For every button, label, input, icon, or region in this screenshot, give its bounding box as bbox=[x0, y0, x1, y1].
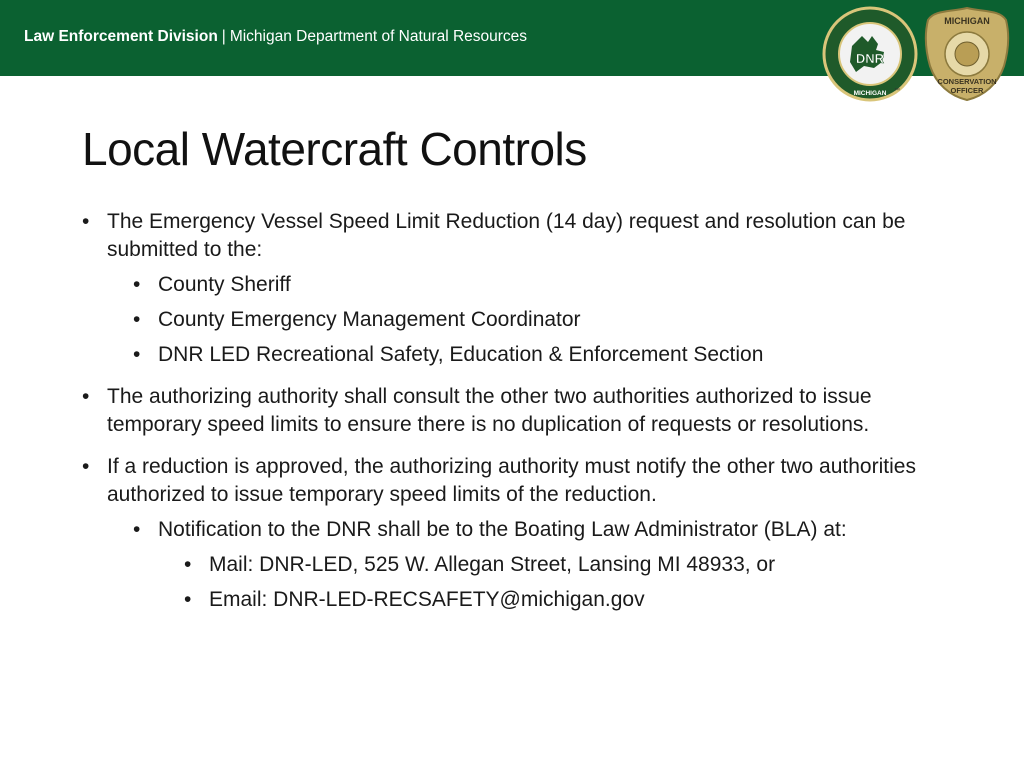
bullet-text: Notification to the DNR shall be to the Boating Law Administrator (BLA) at: bbox=[158, 518, 847, 541]
bullet-text: DNR LED Recreational Safety, Education & Enforcement Section bbox=[158, 343, 764, 366]
bullet-item bbox=[133, 271, 942, 299]
bullet-item bbox=[82, 383, 942, 439]
bullet-text: The authorizing authority shall consult the other two authorities authorized to issue temporary speed limits to ensure there is no duplication of requests or resolutions. bbox=[107, 385, 872, 436]
bullet-marker: • bbox=[133, 343, 141, 366]
bullet-marker: • bbox=[184, 553, 192, 576]
bullet-item bbox=[184, 586, 942, 614]
bullet-marker: • bbox=[82, 455, 90, 478]
bullet-item bbox=[82, 453, 942, 509]
conservation-officer-badge-logo bbox=[924, 6, 1010, 102]
bullet-text: The Emergency Vessel Speed Limit Reduction (14 day) request and resolution can be submitted to the: bbox=[107, 210, 906, 261]
dnr-seal-center: DNR bbox=[855, 51, 885, 66]
header-title bbox=[24, 28, 527, 46]
badge-top-text: MICHIGAN bbox=[944, 16, 990, 26]
division-name: Law Enforcement Division bbox=[24, 28, 218, 45]
bullet-text: County Sheriff bbox=[158, 273, 291, 296]
bullet-item bbox=[133, 306, 942, 334]
bullet-item bbox=[133, 516, 942, 544]
bullet-text: If a reduction is approved, the authorizing authority must notify the other two authorities authorized to issue temporary speed limits of the reduction. bbox=[107, 455, 916, 506]
trademark-mark: ™ bbox=[894, 88, 900, 94]
badge-bottom-text-2: OFFICER bbox=[950, 86, 984, 95]
bullet-marker: • bbox=[133, 518, 141, 541]
badge-bottom-text-1: CONSERVATION bbox=[937, 77, 997, 86]
slide-title: Local Watercraft Controls bbox=[82, 123, 587, 175]
dnr-seal-logo bbox=[822, 6, 918, 102]
bullet-list bbox=[82, 208, 942, 614]
bullet-marker: • bbox=[133, 308, 141, 331]
bullet-marker: • bbox=[184, 588, 192, 611]
dnr-seal-bottom: MICHIGAN bbox=[853, 90, 887, 97]
bullet-marker: • bbox=[82, 210, 90, 233]
department-name: Michigan Department of Natural Resources bbox=[229, 28, 528, 45]
bullet-item bbox=[184, 551, 942, 579]
bullet-text: Mail: DNR-LED, 525 W. Allegan Street, Lansing MI 48933, or bbox=[209, 553, 776, 576]
bullet-item bbox=[133, 341, 942, 369]
header-separator: | bbox=[221, 28, 226, 45]
bullet-item bbox=[82, 208, 942, 264]
bullet-text: Email: DNR-LED-RECSAFETY@michigan.gov bbox=[209, 588, 645, 611]
bullet-marker: • bbox=[82, 385, 90, 408]
bullet-text: County Emergency Management Coordinator bbox=[158, 308, 581, 331]
bullet-marker: • bbox=[133, 273, 141, 296]
